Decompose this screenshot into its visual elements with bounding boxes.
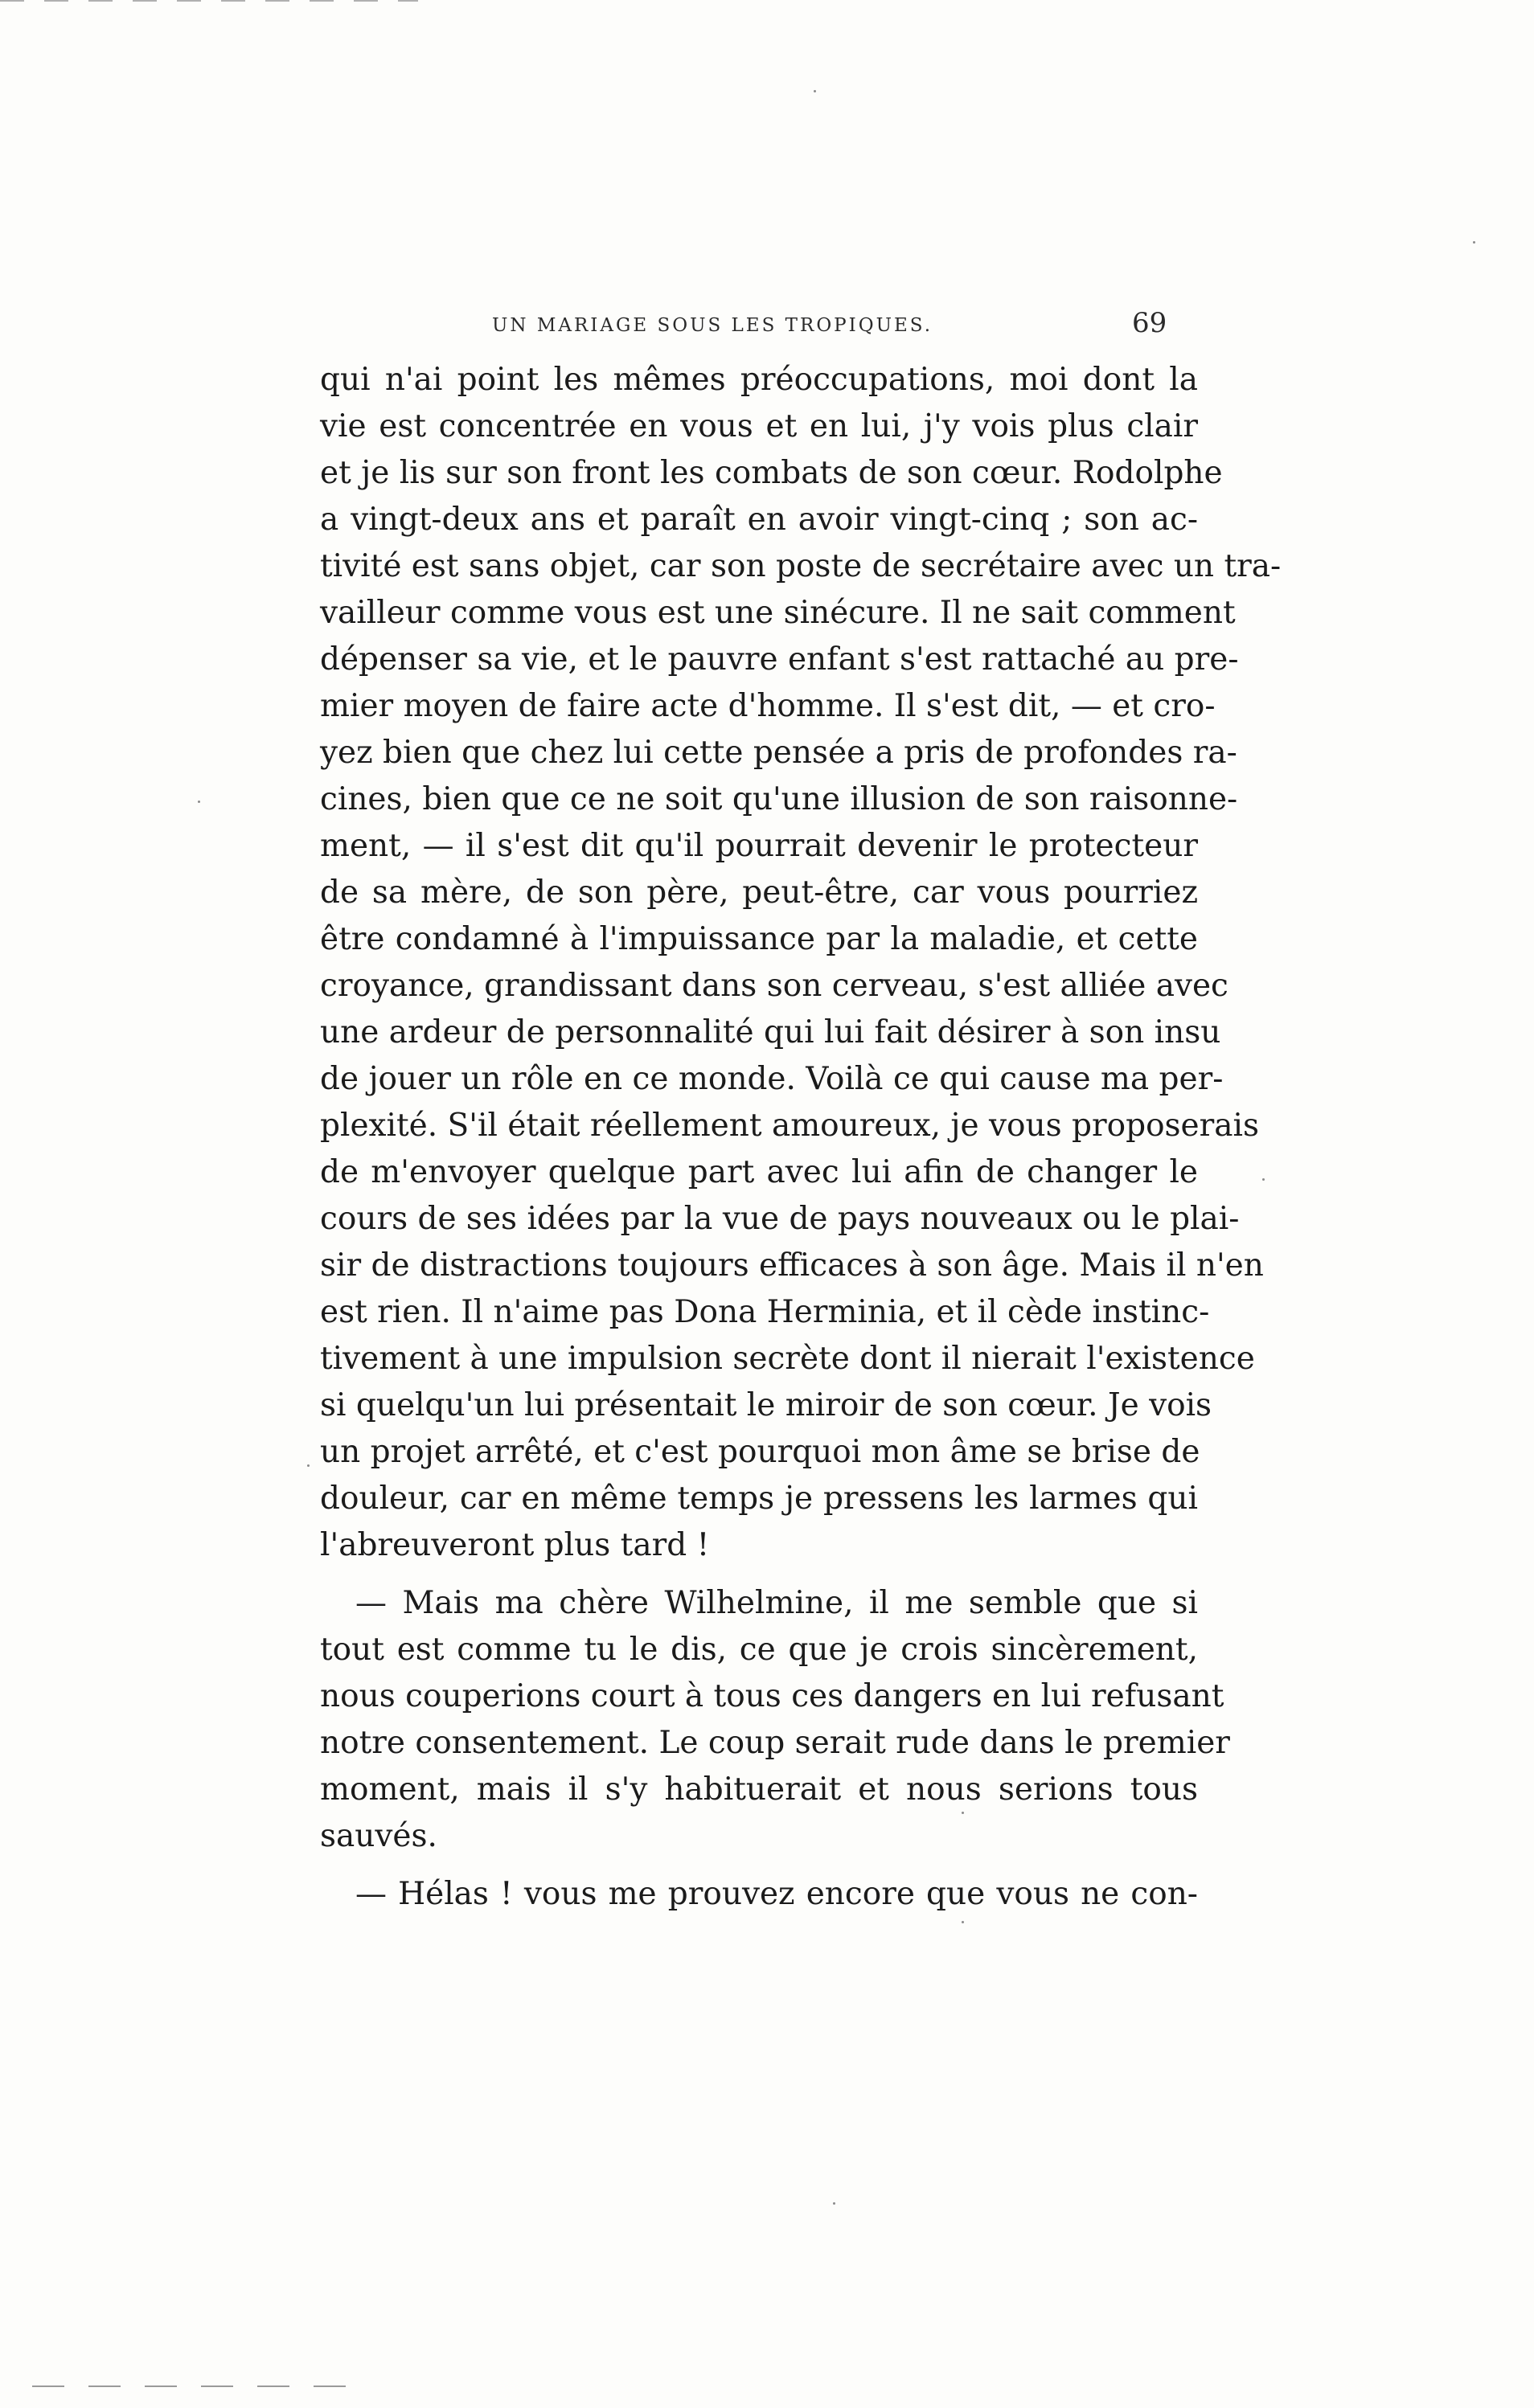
paper-speck — [833, 2202, 835, 2205]
paper-speck — [814, 90, 816, 92]
text-line: ment, — il s'est dit qu'il pourrait devenir le protecteur — [320, 828, 1198, 864]
text-line: l'abreuveront plus tard ! — [320, 1527, 710, 1563]
body-text — [320, 357, 1282, 1918]
text-line: tivité est sans objet, car son poste de secrétaire avec un tra- — [320, 548, 1282, 584]
text-line: cours de ses idées par la vue de pays nouveaux ou le plai- — [320, 1201, 1240, 1237]
text-line: sir de distractions toujours efficaces à son âge. Mais il n'en — [320, 1247, 1264, 1284]
text-line: plexité. S'il était réellement amoureux, je vous proposerais — [320, 1108, 1260, 1144]
paper-speck — [1473, 241, 1475, 244]
text-line: — Mais ma chère Wilhelmine, il me semble que si — [355, 1585, 1198, 1621]
text-line: si quelqu'un lui présentait le miroir de son cœur. Je vois — [320, 1387, 1212, 1423]
text-line: — Hélas ! vous me prouvez encore que vous ne con- — [355, 1876, 1198, 1912]
text-line: a vingt-deux ans et paraît en avoir vingt-cinq ; son ac- — [320, 502, 1198, 538]
paragraph-gap — [320, 1860, 1198, 1871]
text-line: cines, bien que ce ne soit qu'une illusion de son raisonne- — [320, 781, 1238, 817]
text-line: un projet arrêté, et c'est pourquoi mon âme se brise de — [320, 1434, 1200, 1470]
paper-speck — [1262, 1178, 1265, 1181]
text-line: de m'envoyer quelque part avec lui afin de changer le — [320, 1154, 1198, 1190]
scan-edge-mark — [0, 0, 418, 2]
paper-speck — [962, 1812, 964, 1814]
paper-speck — [307, 1464, 310, 1467]
text-line: tout est comme tu le dis, ce que je crois sincèrement, — [320, 1632, 1198, 1668]
text-line: vailleur comme vous est une sinécure. Il ne sait comment — [320, 595, 1236, 631]
text-line: de sa mère, de son père, peut-être, car vous pourriez — [320, 874, 1198, 911]
running-title: UN MARIAGE SOUS LES TROPIQUES. — [492, 315, 933, 336]
text-line: qui n'ai point les mêmes préoccupations, moi dont la — [320, 362, 1198, 398]
text-line: et je lis sur son front les combats de son cœur. Rodolphe — [320, 455, 1223, 491]
text-line: moment, mais il s'y habituerait et nous serions tous — [320, 1771, 1198, 1808]
text-line: croyance, grandissant dans son cerveau, s'est alliée avec — [320, 968, 1228, 1004]
text-line: vie est concentrée en vous et en lui, j'y vois plus clair — [320, 408, 1198, 444]
paragraph-gap — [320, 1569, 1198, 1580]
text-line: notre consentement. Le coup serait rude dans le premier — [320, 1725, 1230, 1761]
scan-edge-mark — [32, 2385, 370, 2387]
text-line: mier moyen de faire acte d'homme. Il s'est dit, — et cro- — [320, 688, 1216, 724]
text-line: nous couperions court à tous ces dangers en lui refusant — [320, 1678, 1224, 1714]
paper-speck — [962, 1921, 964, 1923]
text-line: être condamné à l'impuissance par la maladie, et cette — [320, 921, 1198, 957]
text-line: douleur, car en même temps je pressens les larmes qui — [320, 1480, 1198, 1517]
paper-speck — [198, 801, 200, 803]
page-number: 69 — [1132, 307, 1167, 339]
text-line: yez bien que chez lui cette pensée a pris de profondes ra- — [320, 735, 1237, 771]
text-line: de jouer un rôle en ce monde. Voilà ce qui cause ma per- — [320, 1061, 1224, 1097]
text-line: tivement à une impulsion secrète dont il nierait l'existence — [320, 1341, 1255, 1377]
text-line: sauvés. — [320, 1818, 437, 1854]
text-line: est rien. Il n'aime pas Dona Herminia, et il cède instinc- — [320, 1294, 1210, 1330]
text-line: une ardeur de personnalité qui lui fait désirer à son insu — [320, 1014, 1221, 1050]
text-line: dépenser sa vie, et le pauvre enfant s'est rattaché au pre- — [320, 641, 1239, 678]
